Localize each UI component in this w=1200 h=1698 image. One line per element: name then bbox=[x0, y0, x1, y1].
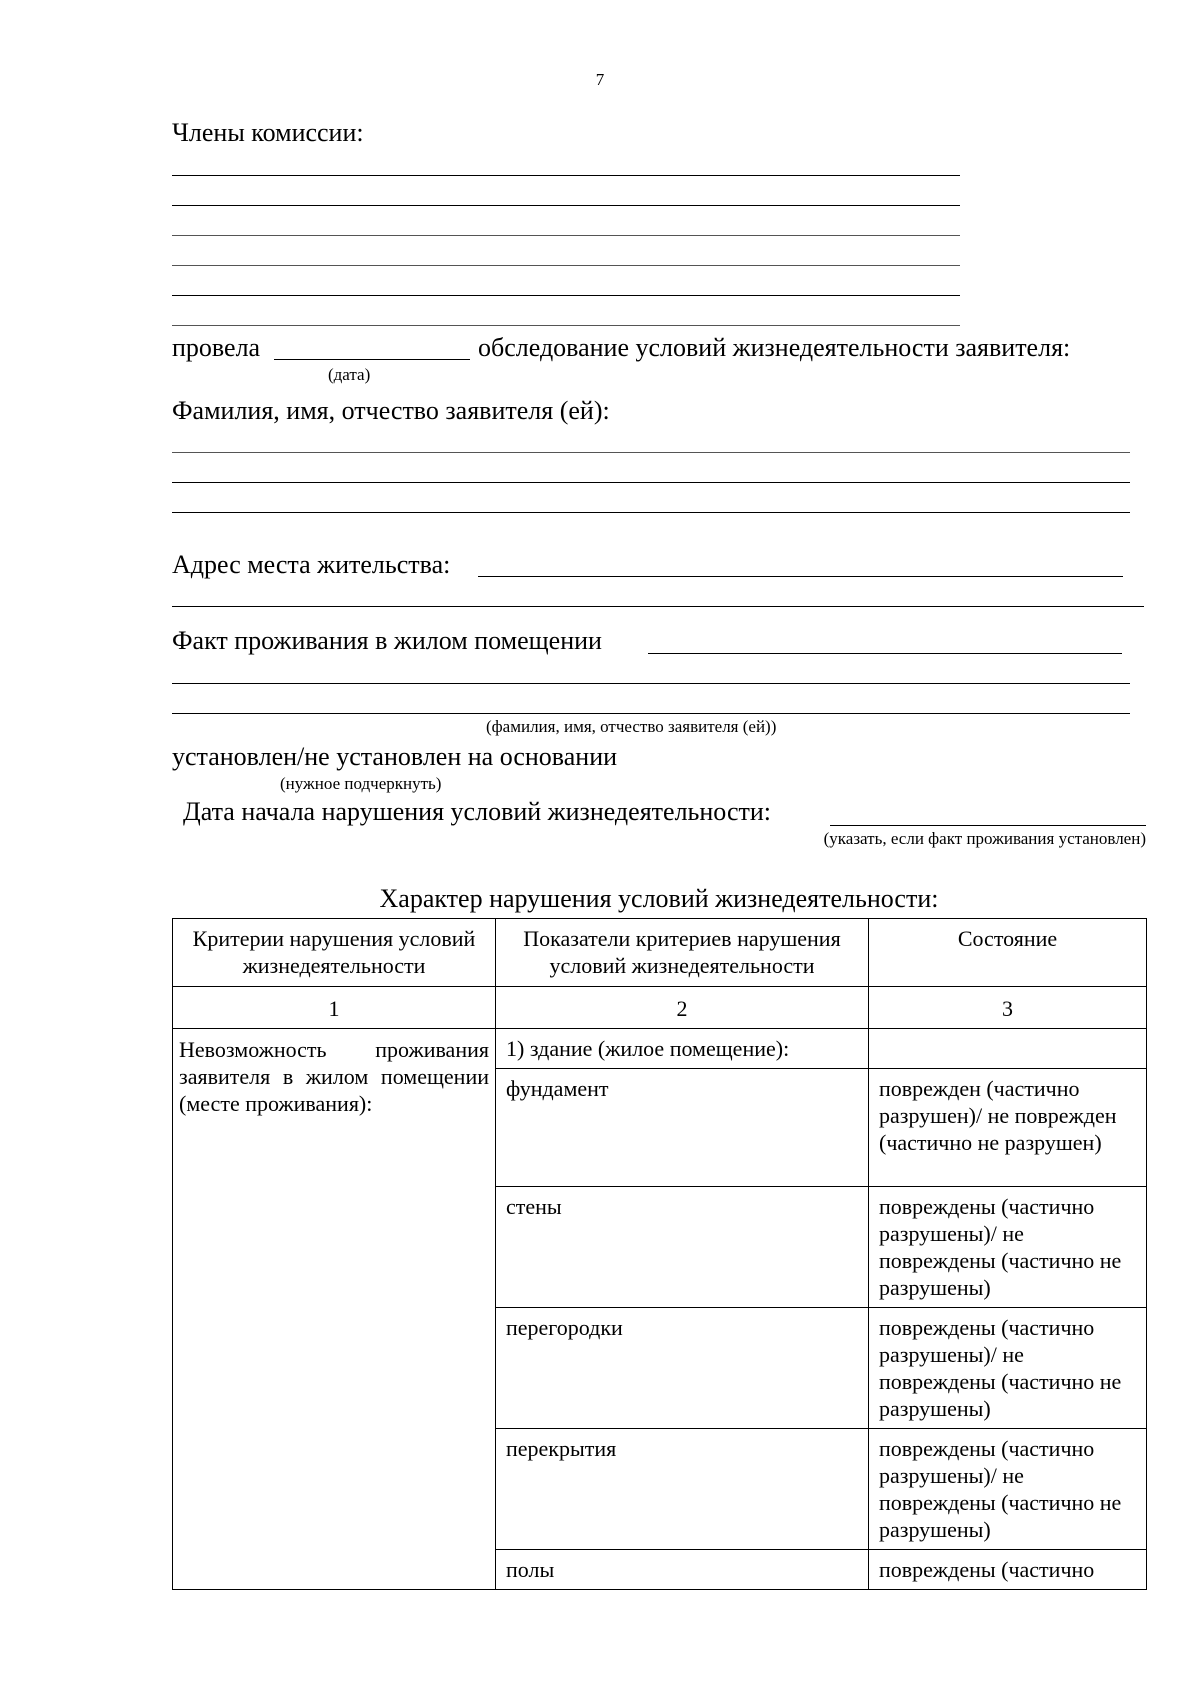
survey-prefix: провела bbox=[172, 333, 261, 362]
applicant-name-line[interactable] bbox=[172, 512, 1130, 513]
table-row bbox=[173, 1029, 1147, 1069]
residence-fact-label: Факт проживания в жилом помещении bbox=[172, 626, 602, 655]
indicator-cell: полы bbox=[496, 1550, 869, 1590]
commission-member-line[interactable] bbox=[172, 235, 960, 236]
residence-fact-hint: (фамилия, имя, отчество заявителя (ей)) bbox=[486, 717, 777, 736]
commission-member-line[interactable] bbox=[172, 295, 960, 296]
criteria-table bbox=[172, 986, 1147, 1590]
column-number: 3 bbox=[869, 987, 1147, 1029]
commission-member-line[interactable] bbox=[172, 175, 960, 176]
survey-date-field[interactable] bbox=[274, 359, 470, 360]
state-cell[interactable]: повреждены (частично bbox=[869, 1550, 1147, 1590]
survey-suffix: обследование условий жизнедеятельности заявителя: bbox=[478, 333, 1071, 362]
residence-fact-field[interactable] bbox=[648, 653, 1122, 654]
state-cell[interactable]: поврежден (частично разрушен)/ не поврежден (частично не разрушен) bbox=[869, 1069, 1147, 1187]
violation-start-label: Дата начала нарушения условий жизнедеятельности: bbox=[183, 797, 771, 826]
indicator-cell: перекрытия bbox=[496, 1429, 869, 1550]
applicant-name-line[interactable] bbox=[172, 482, 1130, 483]
commission-member-line[interactable] bbox=[172, 265, 960, 266]
page-number: 7 bbox=[595, 70, 605, 89]
address-field[interactable] bbox=[478, 576, 1123, 577]
residence-fact-line[interactable] bbox=[172, 683, 1130, 684]
commission-member-line[interactable] bbox=[172, 325, 960, 326]
established-line: установлен/не установлен на основании bbox=[172, 742, 618, 771]
indicator-cell: фундамент bbox=[496, 1069, 869, 1187]
indicator-cell: 1) здание (жилое помещение): bbox=[496, 1029, 869, 1069]
criteria-header-table bbox=[172, 918, 1147, 987]
state-cell[interactable] bbox=[869, 1029, 1147, 1069]
header-criteria: Критерии нарушения условий жизнедеятельности bbox=[173, 919, 496, 987]
indicator-cell: стены bbox=[496, 1187, 869, 1308]
state-cell[interactable]: повреждены (частично разрушены)/ не повреждены (частично не разрушены) bbox=[869, 1187, 1147, 1308]
table-title: Характер нарушения условий жизнедеятельности: bbox=[379, 884, 939, 913]
commission-members-label: Члены комиссии: bbox=[172, 118, 364, 147]
survey-date-hint: (дата) bbox=[328, 365, 371, 384]
residence-fact-line[interactable] bbox=[172, 713, 1130, 714]
applicant-name-label: Фамилия, имя, отчество заявителя (ей): bbox=[172, 396, 610, 425]
address-line[interactable] bbox=[172, 606, 1144, 607]
criterion-cell: Невозможность проживания заявителя в жилом помещении (месте проживания): bbox=[173, 1029, 496, 1590]
indicator-cell: перегородки bbox=[496, 1308, 869, 1429]
commission-member-line[interactable] bbox=[172, 205, 960, 206]
column-number-row bbox=[173, 987, 1147, 1029]
state-cell[interactable]: повреждены (частично разрушены)/ не повреждены (частично не разрушены) bbox=[869, 1429, 1147, 1550]
established-hint: (нужное подчеркнуть) bbox=[280, 774, 442, 793]
applicant-name-line[interactable] bbox=[172, 452, 1130, 453]
column-number: 2 bbox=[496, 987, 869, 1029]
header-indicators: Показатели критериев нарушения условий жизнедеятельности bbox=[496, 919, 869, 987]
violation-start-hint: (указать, если факт проживания установлен) bbox=[823, 829, 1146, 848]
column-number: 1 bbox=[173, 987, 496, 1029]
header-state: Состояние bbox=[869, 919, 1147, 987]
address-label: Адрес места жительства: bbox=[172, 550, 451, 579]
violation-start-field[interactable] bbox=[830, 825, 1146, 826]
state-cell[interactable]: повреждены (частично разрушены)/ не повреждены (частично не разрушены) bbox=[869, 1308, 1147, 1429]
